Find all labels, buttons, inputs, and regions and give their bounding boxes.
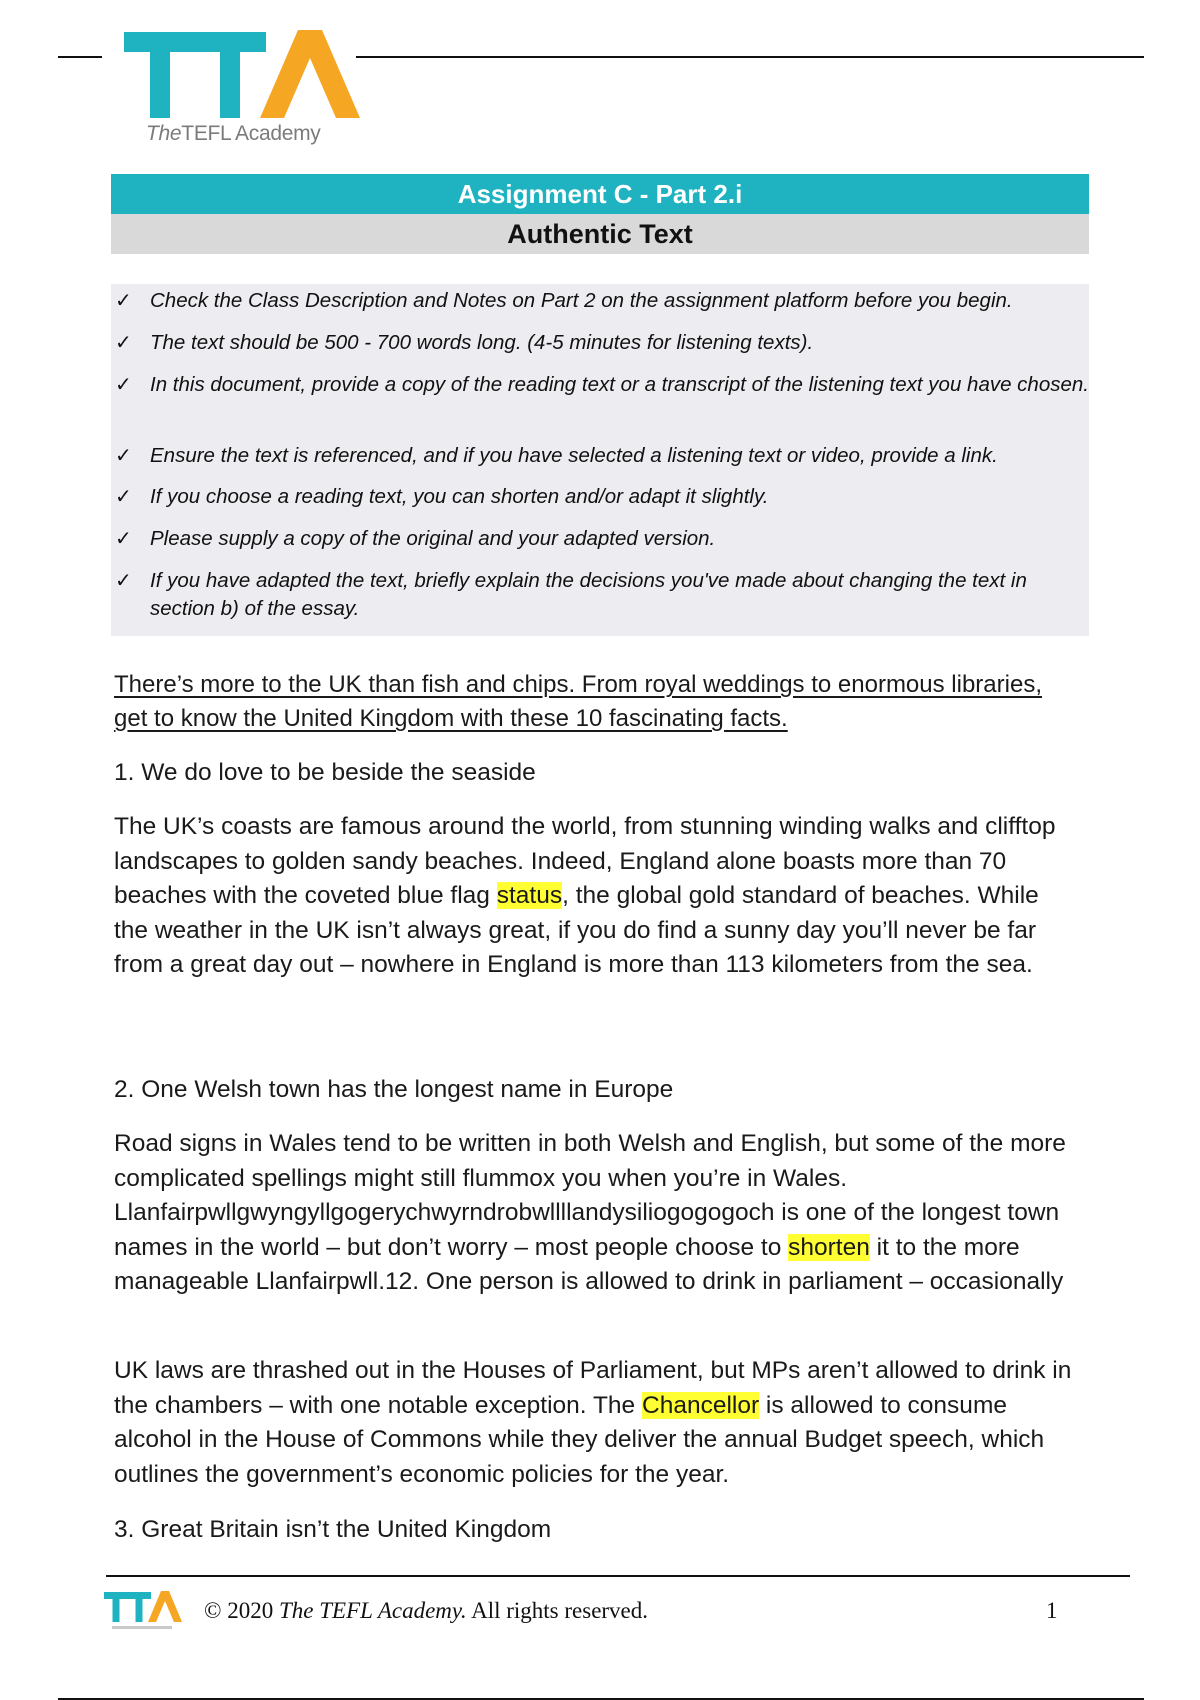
paragraph-text: The UK’s coasts are famous around the world, from stunning winding walks and clifftop landscapes to golden sandy beaches. Indeed, England alone boasts more than 70 beaches with the coveted blue flag — [114, 813, 1056, 909]
check-icon: ✓ — [115, 332, 132, 354]
article-intro: There’s more to the UK than fish and chips. From royal weddings to enormous libraries, get to know the United Kingdom with these 10 fascinating facts. — [114, 671, 1042, 732]
copyright-company: The TEFL Academy. — [278, 1598, 467, 1623]
top-rule-left — [58, 56, 102, 58]
highlighted-word: status — [496, 882, 563, 909]
instructions-box — [111, 284, 1089, 636]
check-icon: ✓ — [115, 528, 132, 550]
highlighted-word: shorten — [788, 1233, 870, 1261]
logo-caption-name: TEFL Academy — [181, 122, 321, 145]
instruction-text: The text should be 500 - 700 words long. (4-5 minutes for listening texts). — [150, 331, 814, 354]
copyright-prefix: © 2020 — [204, 1598, 279, 1623]
logo-caption — [146, 122, 320, 146]
paragraph-seaside — [114, 810, 1074, 983]
footer-logo — [104, 1590, 182, 1636]
footer-copyright — [204, 1598, 648, 1624]
check-icon: ✓ — [115, 445, 132, 467]
check-icon: ✓ — [115, 374, 132, 396]
check-icon: ✓ — [115, 290, 132, 312]
instruction-text: Please supply a copy of the original and your adapted version. — [150, 527, 716, 550]
instruction-text: In this document, provide a copy of the reading text or a transcript of the listening text you have chosen. — [150, 373, 1089, 396]
paragraph-text: Road signs in Wales tend to be written in both Welsh and English, but some of the more complicated spellings might still flummox you when you’re in Wales. Llanfairpwllgwyngyllgogerychwyrndrobwllllandysiliogogogoch is one of the longest town names in the world – but don’t worry – most people choose to — [114, 1130, 1066, 1261]
paragraph-welsh-town — [114, 1127, 1074, 1300]
logo-caption-the: The — [146, 122, 182, 145]
assignment-title: Assignment C - Part 2.i — [111, 174, 1089, 214]
paragraph-text: is allowed to consume alcohol in the House of Commons while they deliver the annual Budget speech, which outlines the government’s economic policies for the year. — [114, 1391, 1045, 1488]
paragraph-text: it to the more manageable Llanfairpwll.12. One person is allowed to drink in parliament – occasionally — [114, 1233, 1064, 1295]
footer-rule — [106, 1575, 1130, 1577]
paragraph-text: , the global gold standard of beaches. While the weather in the UK isn’t always great, if you do find a sunny day you’ll never be far from a great day out – nowhere in England is more than 113 kilometers from the sea. — [114, 882, 1039, 978]
page-number: 1 — [1046, 1598, 1058, 1623]
paragraph-text: UK laws are thrashed out in the Houses of Parliament, but MPs aren’t allowed to drink in the chambers – with one notable exception. The — [114, 1357, 1072, 1419]
highlighted-word: Chancellor — [642, 1391, 760, 1419]
assignment-subtitle: Authentic Text — [111, 214, 1089, 254]
copyright-suffix: All rights reserved. — [466, 1598, 649, 1623]
instruction-text: If you have adapted the text, briefly explain the decisions you've made about changing the text in section b) of the essay. — [150, 569, 1027, 620]
instruction-text: Ensure the text is referenced, and if you have selected a listening text or video, provide a link. — [150, 444, 998, 467]
instruction-text: Check the Class Description and Notes on Part 2 on the assignment platform before you begin. — [150, 289, 1013, 312]
tta-logo — [124, 30, 360, 150]
section-heading-3: 3. Great Britain isn’t the United Kingdom — [114, 1516, 552, 1543]
section-heading-2: 2. One Welsh town has the longest name in Europe — [114, 1076, 674, 1103]
tta-logo-mark — [124, 30, 360, 122]
check-icon: ✓ — [115, 486, 132, 508]
top-rule-right — [356, 56, 1144, 58]
paragraph-parliament — [114, 1354, 1074, 1492]
instruction-text: If you choose a reading text, you can shorten and/or adapt it slightly. — [150, 485, 769, 508]
section-heading-1: 1. We do love to be beside the seaside — [114, 759, 536, 786]
check-icon: ✓ — [115, 570, 132, 592]
